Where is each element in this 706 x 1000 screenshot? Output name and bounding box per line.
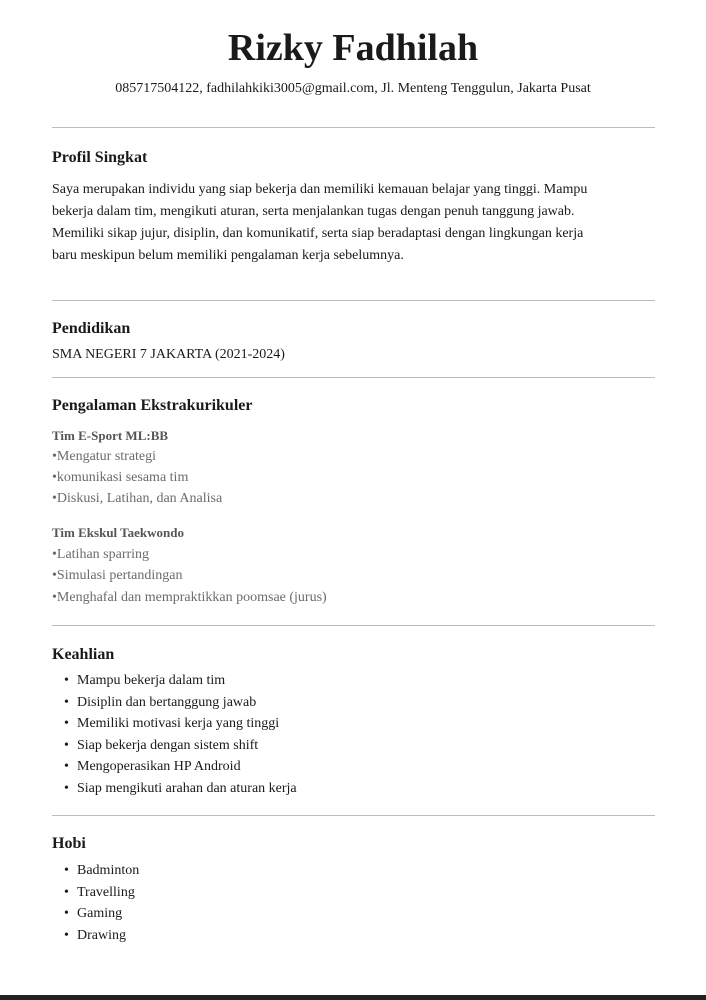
bullet-icon: • (64, 673, 69, 688)
extracurricular-item: •komunikasi sesama tim (52, 470, 189, 485)
skill-label: Siap mengikuti arahan dan aturan kerja (77, 780, 297, 796)
skill-item (64, 692, 297, 714)
profile-heading: Profil Singkat (52, 149, 148, 166)
hobby-label: Gaming (77, 906, 123, 922)
extracurricular-item: •Menghafal dan mempraktikkan poomsae (jurus) (52, 590, 327, 605)
bullet-icon: • (64, 863, 69, 878)
profile-line: Memiliki sikap jujur, disiplin, dan komunikatif, serta siap beradaptasi dengan lingkungan kerja (52, 226, 584, 241)
extracurricular-item: •Latihan sparring (52, 547, 150, 562)
hobby-item (64, 882, 139, 904)
section-divider (52, 127, 655, 128)
hobbies-list (64, 860, 139, 946)
skill-item (64, 735, 297, 757)
bullet-icon: • (64, 694, 69, 710)
contact-info: 085717504122, fadhilahkiki3005@gmail.com, Jl. Menteng Tenggulun, Jakarta Pusat (115, 81, 591, 96)
bullet-icon: • (64, 737, 69, 753)
hobby-item (64, 925, 139, 947)
section-divider (52, 815, 655, 816)
profile-line: Saya merupakan individu yang siap bekerja dan memiliki kemauan belajar yang tinggi. Mampu (52, 182, 588, 197)
skill-label: Mengoperasikan HP Android (77, 759, 241, 775)
education-heading: Pendidikan (52, 320, 131, 337)
extracurricular-item: •Diskusi, Latihan, dan Analisa (52, 491, 223, 506)
bullet-icon: • (64, 906, 69, 922)
extracurricular-item: •Simulasi pertandingan (52, 568, 183, 583)
bottom-edge-bar (0, 995, 706, 1000)
skill-item (64, 713, 297, 735)
skill-item (64, 778, 297, 800)
skill-label: Siap bekerja dengan sistem shift (77, 737, 259, 753)
bullet-icon: • (64, 884, 69, 900)
candidate-name: Rizky Fadhilah (227, 27, 479, 69)
education-entry: SMA NEGERI 7 JAKARTA (2021-2024) (52, 347, 285, 362)
hobbies-heading: Hobi (52, 835, 86, 852)
hobby-label: Drawing (77, 927, 126, 943)
skill-label: Disiplin dan bertanggung jawab (77, 694, 257, 710)
profile-line: bekerja dalam tim, mengikuti aturan, serta menjalankan tugas dengan penuh tanggung jawab. (52, 204, 575, 219)
skills-list (64, 670, 297, 800)
section-divider (52, 300, 655, 301)
extracurricular-heading: Pengalaman Ekstrakurikuler (52, 397, 253, 414)
extracurricular-group-title: Tim E-Sport ML:BB (52, 428, 169, 443)
bullet-icon: • (64, 780, 69, 796)
bullet-icon: • (64, 716, 69, 732)
bullet-icon: • (64, 927, 69, 943)
extracurricular-group-title: Tim Ekskul Taekwondo (52, 525, 184, 540)
hobby-item (64, 903, 139, 925)
hobby-label: Badminton (77, 863, 140, 878)
bullet-icon: • (64, 759, 69, 775)
skill-label: Mampu bekerja dalam tim (77, 673, 226, 688)
profile-line: baru meskipun belum memiliki pengalaman kerja sebelumnya. (52, 248, 404, 263)
extracurricular-item: •Mengatur strategi (52, 449, 157, 464)
skill-label: Memiliki motivasi kerja yang tinggi (77, 716, 280, 732)
section-divider (52, 377, 655, 378)
section-divider (52, 625, 655, 626)
hobby-label: Travelling (77, 884, 135, 900)
hobby-item (64, 860, 139, 882)
skills-heading: Keahlian (52, 646, 115, 663)
skill-item (64, 756, 297, 778)
skill-item (64, 670, 297, 692)
